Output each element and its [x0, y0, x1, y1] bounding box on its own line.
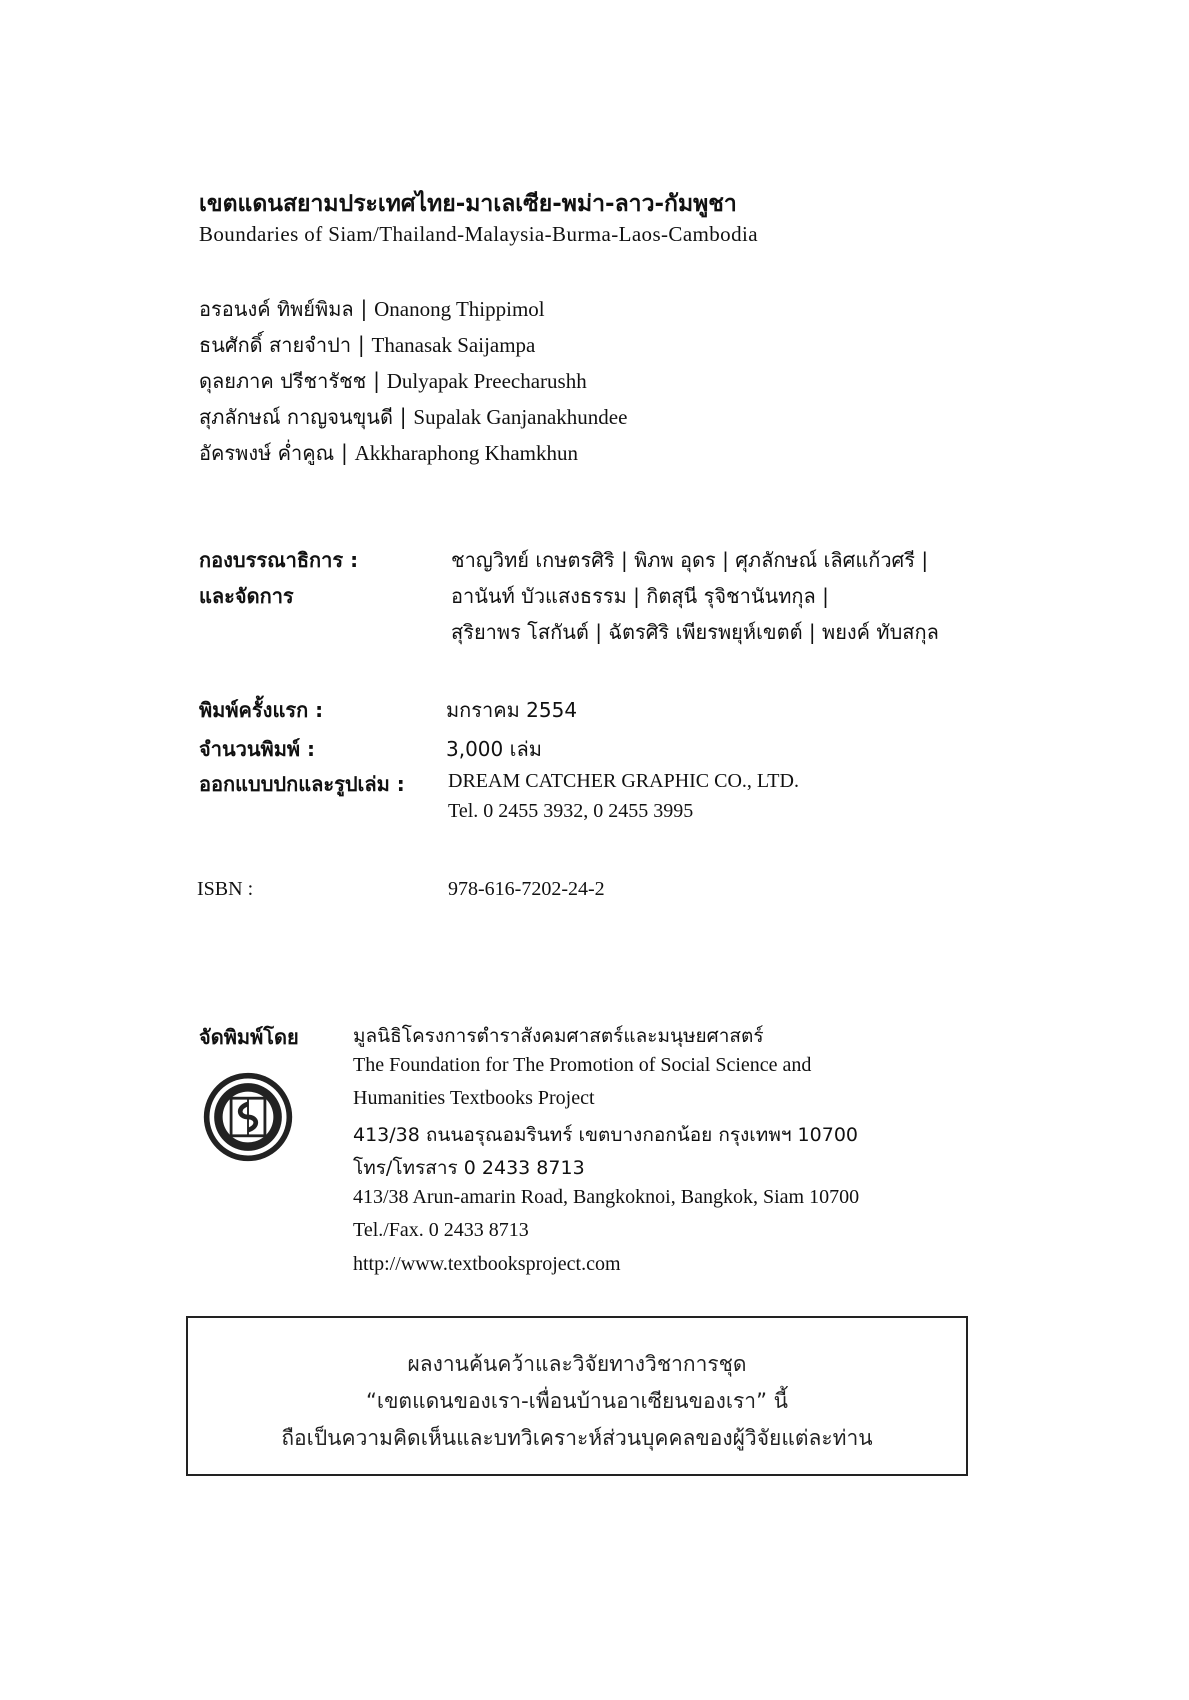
- author-line: [199, 435, 627, 471]
- disclaimer-line: ถือเป็นความคิดเห็นและบทวิเคราะห์ส่วนบุคคลของผู้วิจัยแต่ละท่าน: [281, 1426, 873, 1450]
- publisher-address-thai: 413/38 ถนนอรุณอมรินทร์ เขตบางกอกน้อย กรุงเทพฯ 10700: [353, 1124, 859, 1146]
- author-name-english: Supalak Ganjanakhundee: [413, 405, 628, 429]
- publisher-label: จัดพิมพ์โดย: [199, 1025, 299, 1049]
- foundation-seal-icon: [201, 1070, 295, 1164]
- author-name-thai: อัครพงษ์ ค่ำคูณ: [199, 441, 335, 465]
- editorial-members-line: สุริยาพร โสกันต์ | ฉัตรศิริ เพียรพยุห์เขตต์ | พยงค์ ทับสกุล: [451, 620, 939, 644]
- author-name-english: Akkharaphong Khamkhun: [354, 441, 578, 465]
- name-separator: |: [399, 405, 407, 429]
- publisher-website-link[interactable]: http://www.textbooksproject.com: [353, 1253, 621, 1275]
- author-line: [199, 291, 627, 327]
- isbn-value: 978-616-7202-24-2: [448, 878, 605, 900]
- design-label: ออกแบบปกและรูปเล่ม :: [199, 772, 405, 796]
- editorial-label-continued: และจัดการ: [199, 584, 294, 608]
- author-name-thai: สุภลักษณ์ กาญจนขุนดี: [199, 405, 393, 429]
- editorial-members-line: ชาญวิทย์ เกษตรศิริ | พิภพ อุดร | ศุภลักษณ์ เลิศแก้วศรี |: [451, 548, 929, 572]
- publisher-phone-english: Tel./Fax. 0 2433 8713: [353, 1219, 529, 1241]
- editorial-members-line: อานันท์ บัวแสงธรรม | กิตสุนี รุจิชานันทกุล |: [451, 584, 829, 608]
- disclaimer-line: ผลงานค้นคว้าและวิจัยทางวิชาการชุด: [407, 1352, 747, 1376]
- book-title-thai: เขตแดนสยามประเทศไทย-มาเลเซีย-พม่า-ลาว-กัมพูชา: [199, 191, 737, 217]
- publisher-name-english: The Foundation for The Promotion of Social Science and: [353, 1054, 812, 1076]
- author-name-thai: ธนศักดิ์ สายจำปา: [199, 333, 352, 357]
- author-name-english: Onanong Thippimol: [374, 297, 545, 321]
- name-separator: |: [357, 333, 365, 357]
- disclaimer-box: [186, 1316, 968, 1476]
- publisher-name-english-continued: Humanities Textbooks Project: [353, 1087, 595, 1109]
- first-print-value: มกราคม 2554: [446, 698, 578, 722]
- design-company: DREAM CATCHER GRAPHIC CO., LTD.: [448, 770, 799, 792]
- publisher-address-english: 413/38 Arun-amarin Road, Bangkoknoi, Bangkok, Siam 10700: [353, 1186, 860, 1208]
- name-separator: |: [360, 297, 368, 321]
- print-count-label: จำนวนพิมพ์ :: [199, 737, 316, 761]
- author-name-thai: ดุลยภาค ปรีชารัชช: [199, 369, 367, 393]
- editorial-label: กองบรรณาธิการ :: [199, 548, 359, 572]
- first-print-label: พิมพ์ครั้งแรก :: [199, 698, 324, 722]
- book-title-english: Boundaries of Siam/Thailand-Malaysia-Burma-Laos-Cambodia: [199, 222, 758, 246]
- author-list: [199, 291, 627, 471]
- author-line: [199, 327, 627, 363]
- name-separator: |: [340, 441, 348, 465]
- disclaimer-line: “เขตแดนของเรา-เพื่อนบ้านอาเซียนของเรา” นี้: [366, 1389, 788, 1413]
- isbn-label: ISBN :: [197, 878, 254, 900]
- author-line: [199, 363, 627, 399]
- author-line: [199, 399, 627, 435]
- print-count-value: 3,000 เล่ม: [446, 737, 542, 761]
- name-separator: |: [372, 369, 381, 393]
- author-name-thai: อรอนงค์ ทิพย์พิมล: [199, 297, 354, 321]
- publisher-phone-thai: โทร/โทรสาร 0 2433 8713: [353, 1157, 585, 1179]
- author-name-english: Dulyapak Preecharushh: [386, 369, 587, 393]
- author-name-english: Thanasak Saijampa: [371, 333, 536, 357]
- design-phone: Tel. 0 2455 3932, 0 2455 3995: [448, 800, 694, 822]
- publisher-name-thai: มูลนิธิโครงการตำราสังคมศาสตร์และมนุษยศาสตร์: [353, 1025, 764, 1047]
